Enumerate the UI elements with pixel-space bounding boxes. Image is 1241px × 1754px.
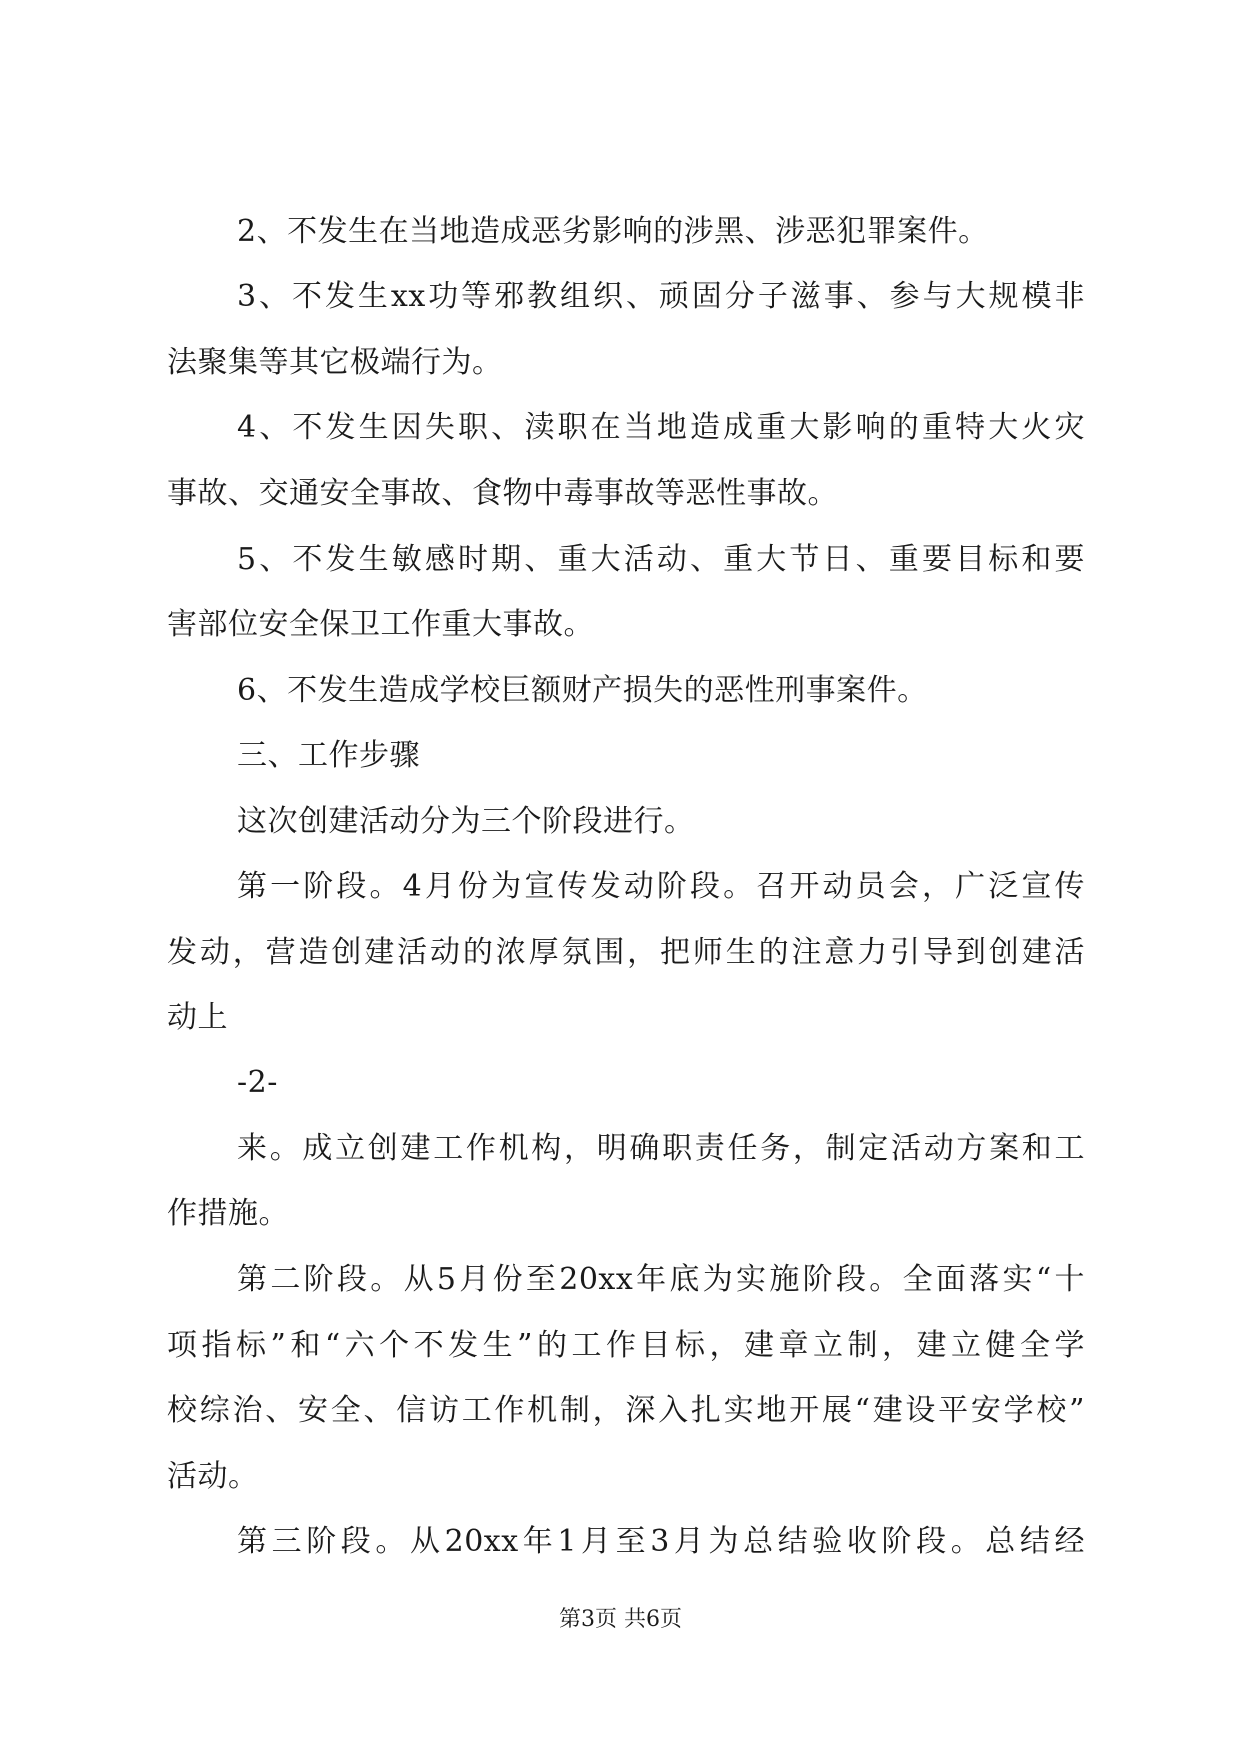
text-line: 动上 xyxy=(167,1000,228,1035)
text-line: 6、不发生造成学校巨额财产损失的恶性刑事案件。 xyxy=(237,673,928,708)
text-line: 4、不发生因失职、渎职在当地造成重大影响的重特大火灾 xyxy=(237,410,1085,445)
page-footer: 第3页 共6页 xyxy=(559,1607,682,1632)
section-heading: 三、工作步骤 xyxy=(237,738,420,773)
text-line: 来。成立创建工作机构，明确职责任务，制定活动方案和工 xyxy=(237,1131,1085,1166)
text-line: 第一阶段。4月份为宣传发动阶段。召开动员会，广泛宣传 xyxy=(237,869,1085,904)
text-line: 事故、交通安全事故、食物中毒事故等恶性事故。 xyxy=(167,476,838,511)
text-line: 法聚集等其它极端行为。 xyxy=(167,345,503,380)
text-line: 害部位安全保卫工作重大事故。 xyxy=(167,607,594,642)
text-line: 第二阶段。从5月份至20xx年底为实施阶段。全面落实“十 xyxy=(237,1262,1085,1297)
inline-page-number: -2- xyxy=(237,1065,278,1100)
text-line: 校综治、安全、信访工作机制，深入扎实地开展“建设平安学校” xyxy=(167,1393,1085,1428)
text-line: 活动。 xyxy=(167,1459,259,1494)
text-line: 这次创建活动分为三个阶段进行。 xyxy=(237,804,695,839)
text-line: 5、不发生敏感时期、重大活动、重大节日、重要目标和要 xyxy=(237,542,1085,577)
text-line: 2、不发生在当地造成恶劣影响的涉黑、涉恶犯罪案件。 xyxy=(237,214,989,249)
text-line: 发动，营造创建活动的浓厚氛围，把师生的注意力引导到创建活 xyxy=(167,935,1085,970)
text-line: 第三阶段。从20xx年1月至3月为总结验收阶段。总结经 xyxy=(237,1524,1085,1559)
text-line: 项指标”和“六个不发生”的工作目标，建章立制，建立健全学 xyxy=(167,1328,1085,1363)
text-line: 作措施。 xyxy=(167,1196,289,1231)
text-line: 3、不发生xx功等邪教组织、顽固分子滋事、参与大规模非 xyxy=(237,279,1085,314)
